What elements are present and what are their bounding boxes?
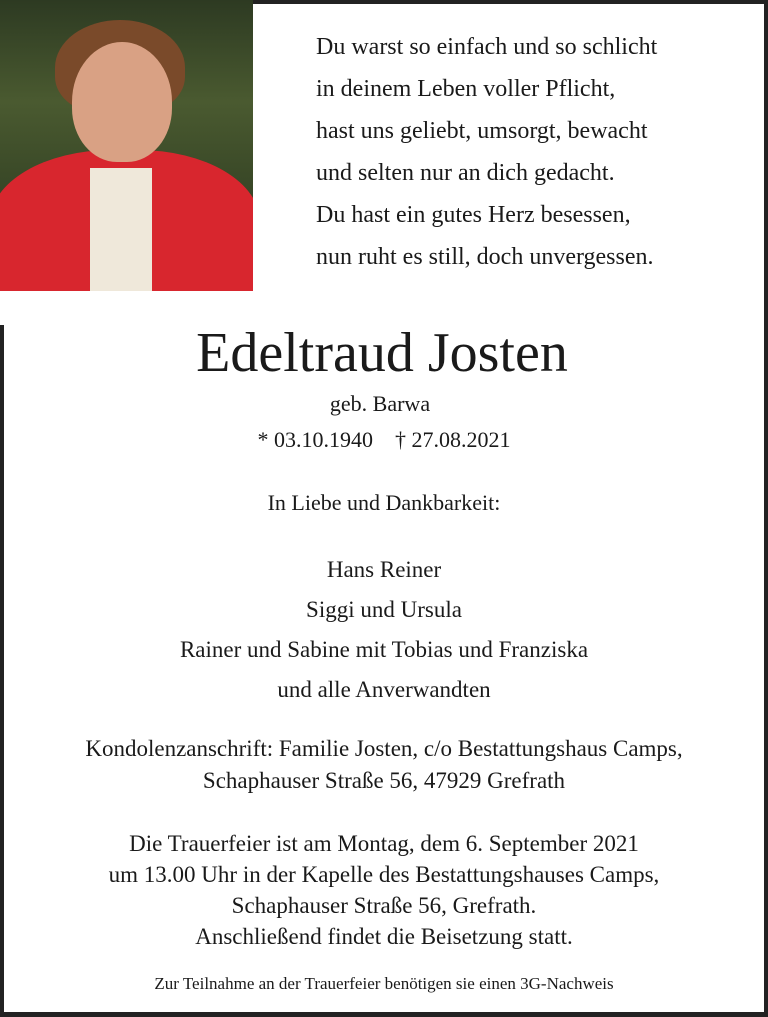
- family-member: Rainer und Sabine mit Tobias und Franziska: [179, 637, 589, 662]
- portrait-photo: [0, 0, 253, 291]
- family-member: Hans Reiner: [326, 557, 442, 582]
- ceremony-line: Die Trauerfeier ist am Montag, dem 6. September 2021: [129, 831, 639, 856]
- border-bottom: [0, 1012, 768, 1017]
- border-top: [253, 0, 768, 4]
- poem-line: Du hast ein gutes Herz besessen,: [316, 202, 631, 228]
- poem-line: und selten nur an dich gedacht.: [316, 160, 615, 186]
- poem-line: Du warst so einfach und so schlicht: [316, 34, 658, 60]
- condolence-address: [0, 733, 768, 797]
- poem-line: hast uns geliebt, umsorgt, bewacht: [316, 118, 648, 144]
- poem-line: nun ruht es still, doch unvergessen.: [316, 244, 654, 270]
- covid-note: Zur Teilnahme an der Trauerfeier benötigen sie einen 3G-Nachweis: [154, 974, 614, 993]
- family-list: [0, 550, 768, 710]
- ceremony-line: Anschließend findet die Beisetzung statt.: [195, 924, 573, 949]
- life-dates: * 03.10.1940 † 27.08.2021: [257, 427, 511, 452]
- address-line: Kondolenzanschrift: Familie Josten, c/o Bestattungshaus Camps,: [85, 736, 683, 761]
- poem: [316, 26, 657, 278]
- thanks-line: In Liebe und Dankbarkeit:: [267, 490, 501, 515]
- family-member: Siggi und Ursula: [306, 597, 462, 622]
- maiden-name: geb. Barwa: [329, 391, 431, 416]
- poem-line: in deinem Leben voller Pflicht,: [316, 76, 616, 102]
- address-line: Schaphauser Straße 56, 47929 Grefrath: [202, 768, 566, 793]
- ceremony-info: [0, 828, 768, 952]
- ceremony-line: um 13.00 Uhr in der Kapelle des Bestattungshauses Camps,: [108, 862, 660, 887]
- family-member: und alle Anverwandten: [277, 677, 491, 702]
- ceremony-line: Schaphauser Straße 56, Grefrath.: [231, 893, 537, 918]
- deceased-name: Edeltraud Josten: [196, 322, 568, 384]
